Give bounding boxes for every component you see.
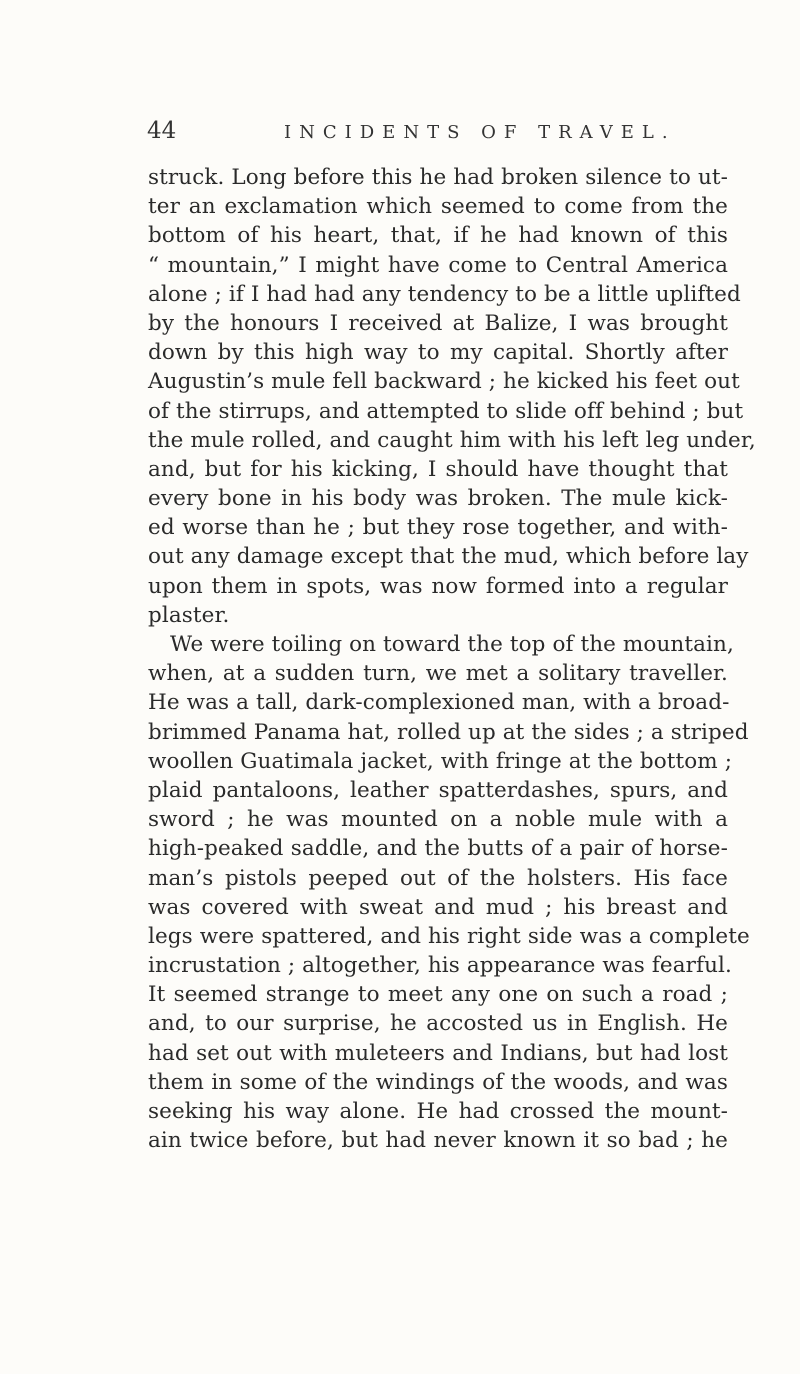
text-line: down by this high way to my capital. Shortly after — [148, 340, 728, 366]
text-line: brimmed Panama hat, rolled up at the sides ; a striped — [148, 719, 749, 745]
text-line: and, to our surprise, he accosted us in English. He — [148, 1011, 728, 1037]
text-line: and, but for his kicking, I should have thought that — [148, 456, 728, 482]
body-text — [148, 163, 756, 1155]
text-line: “ mountain,” I might have come to Central America — [148, 252, 728, 278]
text-line: It seemed strange to meet any one on such a road ; — [148, 982, 728, 1008]
text-line: ed worse than he ; but they rose together, and with- — [148, 515, 728, 541]
text-line: had set out with muleteers and Indians, but had lost — [148, 1040, 728, 1066]
text-line: plaid pantaloons, leather spatterdashes, spurs, and — [148, 777, 728, 803]
text-line: struck. Long before this he had broken silence to ut- — [148, 165, 728, 190]
text-line: the mule rolled, and caught him with his left leg under, — [148, 427, 756, 453]
text-line: legs were spattered, and his right side was a complete — [148, 923, 750, 949]
text-line: bottom of his heart, that, if he had known of this — [148, 223, 728, 249]
running-title: INCIDENTS OF TRAVEL. — [284, 122, 676, 143]
text-line: upon them in spots, was now formed into a regular — [148, 573, 728, 599]
text-line: He was a tall, dark-complexioned man, with a broad- — [148, 690, 730, 716]
text-line: sword ; he was mounted on a noble mule with a — [148, 807, 728, 833]
text-line: was covered with sweat and mud ; his breast and — [148, 894, 728, 920]
text-line: incrustation ; altogether, his appearance was fearful. — [148, 953, 732, 979]
text-line: man’s pistols peeped out of the holsters. His face — [148, 865, 728, 891]
text-line: high-peaked saddle, and the butts of a pair of horse- — [148, 836, 728, 862]
text-line: Augustin’s mule fell backward ; he kicked his feet out — [148, 369, 740, 395]
text-line: out any damage except that the mud, which before lay — [148, 544, 749, 570]
paragraph-end-line: plaster. — [148, 602, 230, 628]
paragraph-start-line: We were toiling on toward the top of the mountain, — [170, 632, 734, 657]
text-line: by the honours I received at Balize, I was brought — [148, 310, 728, 336]
text-line: of the stirrups, and attempted to slide off behind ; but — [148, 398, 744, 424]
text-line: them in some of the windings of the woods, and was — [148, 1069, 728, 1095]
running-head — [147, 118, 727, 148]
text-line: every bone in his body was broken. The mule kick- — [148, 486, 728, 512]
text-line: ter an exclamation which seemed to come from the — [148, 194, 728, 220]
text-line: ain twice before, but had never known it so bad ; he — [148, 1128, 728, 1154]
text-line: when, at a sudden turn, we met a solitary traveller. — [148, 661, 728, 687]
text-line: alone ; if I had had any tendency to be a little uplifted — [148, 281, 741, 307]
text-line: seeking his way alone. He had crossed the mount- — [148, 1099, 728, 1124]
text-line: woollen Guatimala jacket, with fringe at the bottom ; — [148, 748, 733, 774]
page-number: 44 — [147, 118, 177, 144]
